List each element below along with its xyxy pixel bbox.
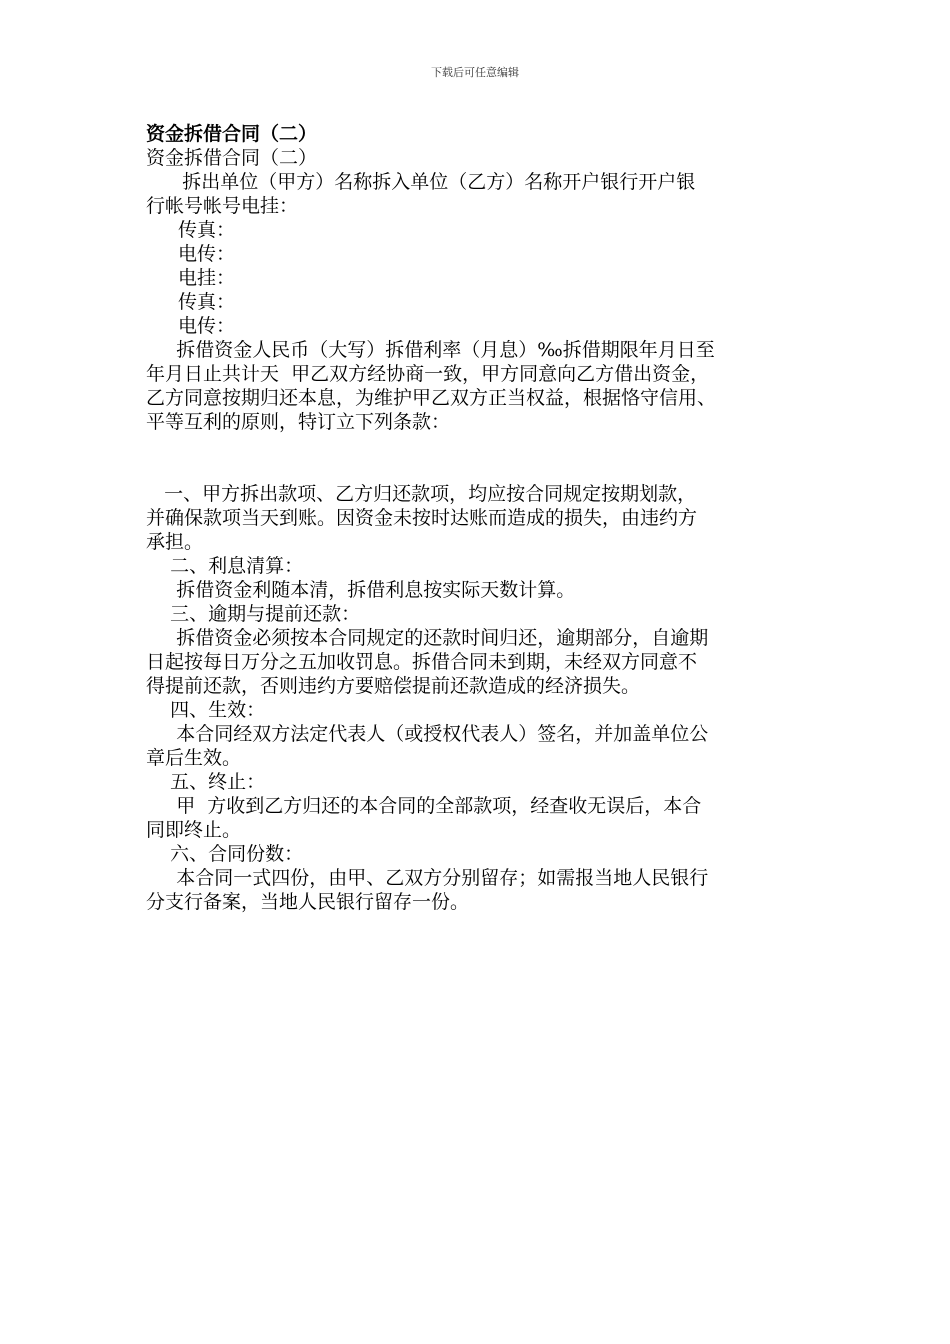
clause-6-heading: 六、合同份数： <box>146 843 304 865</box>
clause-3-heading: 三、逾期与提前还款： <box>146 603 361 625</box>
clause-5-heading: 五、终止： <box>146 771 266 793</box>
contact-field-telex: 电传： <box>178 315 236 337</box>
page-header: 下载后可任意编辑 <box>431 66 519 79</box>
clause-1-line: 承担。 <box>146 531 204 553</box>
clause-3-body: 拆借资金必须按本合同规定的还款时间归还，逾期部分，自逾期 <box>146 627 709 649</box>
clause-2-heading: 二、利息清算： <box>146 555 304 577</box>
clause-3-body: 得提前还款，否则违约方要赔偿提前还款造成的经济损失。 <box>146 675 641 697</box>
clause-5-body: 甲 方收到乙方归还的本合同的全部款项，经查收无误后，本合 <box>146 795 702 817</box>
contact-field-cable: 电挂： <box>178 267 236 289</box>
loan-terms-line: 平等互利的原则，特订立下列条款： <box>146 411 451 433</box>
loan-terms-line: 拆借资金人民币（大写）拆借利率（月息）‰拆借期限年月日至 <box>146 339 715 361</box>
clause-6-body: 本合同一式四份，由甲、乙双方分别留存；如需报当地人民银行 <box>146 867 709 889</box>
contact-field-fax: 传真： <box>178 219 236 241</box>
document-title-bold: 资金拆借合同（二） <box>146 123 318 145</box>
loan-terms-line: 乙方同意按期归还本息，为维护甲乙双方正当权益，根据恪守信用、 <box>146 387 717 409</box>
contact-field-telex: 电传： <box>178 243 236 265</box>
clause-6-body: 分支行备案，当地人民银行留存一份。 <box>146 891 470 913</box>
document-title: 资金拆借合同（二） <box>146 147 318 169</box>
loan-terms-line: 年月日止共计天 甲乙双方经协商一致，甲方同意向乙方借出资金， <box>146 363 710 385</box>
clause-2-body: 拆借资金利随本清，拆借利息按实际天数计算。 <box>146 579 576 601</box>
clause-1-line: 并确保款项当天到账。因资金未按时达账而造成的损失，由违约方 <box>146 507 698 529</box>
clause-4-heading: 四、生效： <box>146 699 266 721</box>
contact-field-fax: 传真： <box>178 291 236 313</box>
clause-4-body: 章后生效。 <box>146 747 242 769</box>
clause-4-body: 本合同经双方法定代表人（或授权代表人）签名，并加盖单位公 <box>146 723 709 745</box>
parties-line: 拆出单位（甲方）名称拆入单位（乙方）名称开户银行开户银 <box>146 171 696 193</box>
clause-3-body: 日起按每日万分之五加收罚息。拆借合同未到期，未经双方同意不 <box>146 651 698 673</box>
clause-5-body: 同即终止。 <box>146 819 242 841</box>
parties-line: 行帐号帐号电挂： <box>146 195 299 217</box>
contract-document <box>146 122 806 914</box>
paragraph-gap <box>146 434 806 482</box>
clause-1-line: 一、甲方拆出款项、乙方归还款项，均应按合同规定按期划款， <box>146 483 697 505</box>
